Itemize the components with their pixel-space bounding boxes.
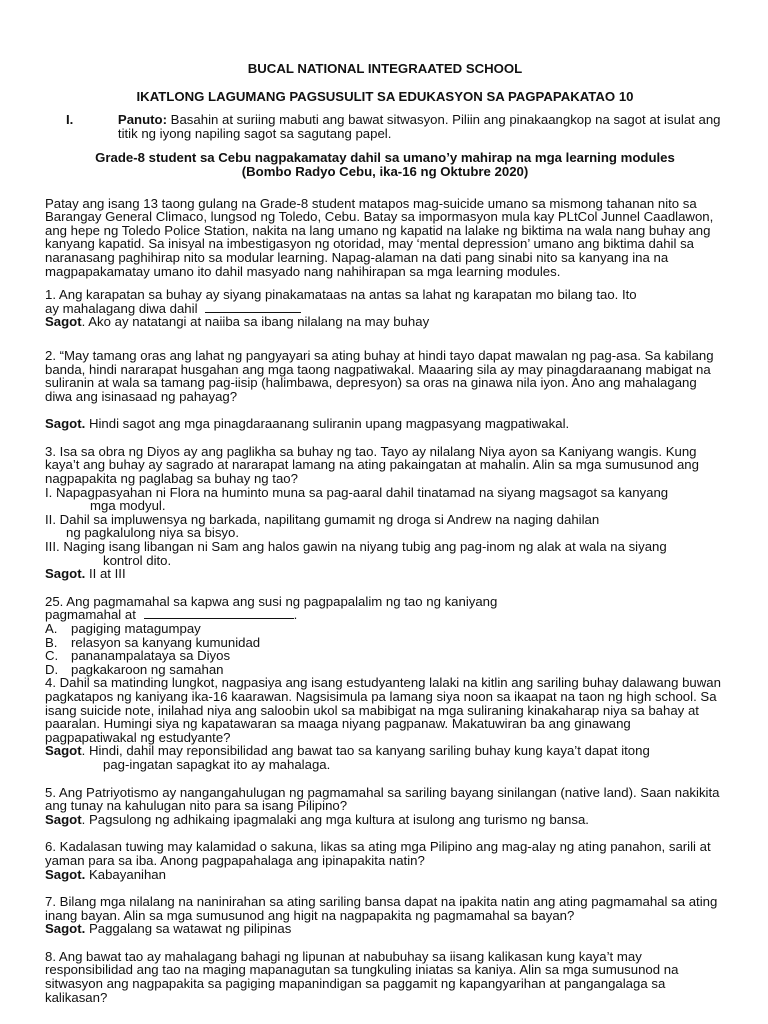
question-25 [45,595,725,677]
question-8 [45,950,725,1004]
option-a [45,622,725,636]
question-1-stem: ay mahalagang diwa dahil [45,300,198,316]
question-3-text: 3. Isa sa obra ng Diyos ay ang paglikha sa buhay ng tao. Tayo ay nilalang Niya ayon sa Kaniyang wangis. Kung kaya’t ang buhay ay sagrado at nararapat lamang na ating pakaingatan at mahalin. Alin sa mga sumusunod ang nagpapakita ng paglabag sa buhay ng tao? [45,443,699,487]
answer-label: Sagot. [45,866,86,882]
option-text: pananampalataya sa Diyos [71,648,231,664]
question-8-text: 8. Ang bawat tao ay mahalagang bahagi ng lipunan at nabubuhay sa iisang kalikasan kung kaya’t may responsibilidad ang tao na maging mapanagutan sa tungkuling iniatas sa kaniya. Alin sa mga sumusunod na sitwasyon ang nagpapakita sa pagiging mapanindigan sa paggamit ng kapangyarihan at pangangalaga sa kalikasan? [45,948,679,1005]
answer-text: . Hindi, dahil may reponsibilidad ang bawat tao sa kanyang sariling buhay kung kaya’t dapat itong [81,743,650,759]
question-1 [45,288,725,329]
answer-text: Paggalang sa watawat ng pilipinas [85,921,292,937]
exam-document [45,62,725,1004]
question-1-line-1: 1. Ang karapatan sa buhay ay siyang pinakamataas na antas sa lahat ng karapatan mo bilang tao. Ito [45,287,637,303]
option-text: pagkakaroon ng samahan [71,661,224,677]
question-5-answer [45,813,725,827]
answer-text: . Ako ay natatangi at naiiba sa ibang nilalang na may buhay [81,314,430,330]
instructions-text: Basahin at suriing mabuti ang bawat sitwasyon. Piliin ang pinakaangkop na sagot at isulat ang titik ng iyong napiling sagot sa sagutang papel. [117,112,721,141]
option-b [45,636,725,650]
question-2-answer [45,417,725,431]
question-3-item-iii: III. Naging isang libangan ni Sam ang halos gawin na niyang tubig ang pag-inom ng alak at wala na siyang [45,539,667,555]
answer-blank [144,608,294,619]
answer-label: Sagot [45,314,82,330]
option-d [45,663,725,677]
question-4-text: 4. Dahil sa matinding lungkot, nagpasiya ang isang estudyanteng lalaki na kitlin ang sariling buhay dalawang buwan pagkatapos ng kaniyang ika-16 kaarawan. Nagsisimula pa lamang siya noon sa ikaapat na taon ng high school. Sa isang suicide note, inilahad niya ang saloobin ukol sa mabibigat na mga suliraning kinakaharap niya sa bahay at paaralan. Humingi siya ng kapatawaran sa maaga niyang pagpanaw. Makatuwiran ba ang ginawang pagpapatiwakal ng estudyante? [45,675,721,745]
instructions-number: I. [66,112,74,128]
question-2 [45,349,725,403]
answer-blank [205,302,301,313]
answer-label: Sagot [45,811,82,827]
article-headline-source: (Bombo Radyo Cebu, ika-16 ng Oktubre 2020) [241,163,529,179]
question-25-line-2 [45,608,725,622]
option-letter: C. [45,648,59,664]
question-1-line-2 [45,302,725,316]
question-6-text: 6. Kadalasan tuwing may kalamidad o sakuna, likas sa ating mga Pilipino ang mag-alay ng ating panahon, sarili at yaman para sa iba. Anong pagpapahalaga ang ipinapakita natin? [45,839,711,868]
question-5 [45,786,725,827]
question-3-item-i-cont: mga modyul. [90,498,166,514]
question-7-text: 7. Bilang mga nilalang na naninirahan sa ating sariling bansa dapat na ipakita natin ang ating pagmamahal sa ating inang bayan. Alin sa mga sumusunod ang higit na nagpapakita ng pagmamahal sa bayan? [45,894,718,923]
question-4-answer-cont: pag-ingatan sapagkat ito ay mahalaga. [103,756,331,772]
question-3-item-iii-cont: kontrol dito. [103,552,172,568]
exam-title: IKATLONG LAGUMANG PAGSUSULIT SA EDUKASYON SA PAGPAPAKATAO 10 [136,88,634,104]
option-letter: A. [45,621,58,636]
article-headline [45,151,725,178]
question-25-stem: pagmamahal at [45,607,136,623]
question-3 [45,445,725,581]
question-25-line-1: 25. Ang pagmamahal sa kapwa ang susi ng pagpapalalim ng tao ng kaniyang [45,593,498,609]
question-4 [45,676,725,771]
question-5-text: 5. Ang Patriyotismo ay nangangahulugan ng pagmamahal sa sariling bayang sinilangan (native land). Saan nakikita ang tunay na kahulugan nito para sa isang Pilipino? [45,784,720,814]
answer-text: II at III [85,566,126,582]
question-25-period: . [293,607,298,623]
question-3-item-ii: II. Dahil sa impluwensya ng barkada, napilitang gumamit ng droga si Andrew na naging dahilan [45,511,600,527]
question-2-text: 2. “May tamang oras ang lahat ng pangyayari sa ating buhay at hindi tayo dapat mawalan ng pag-asa. Sa kabilang banda, hindi nararapat husgahan ang mga taong nagpatiwakal. Maaaring sila ay may pinagdaraanang mabigat na suliranin at wala sa tamang pag-iisip (halimbawa, depresyon) sa oras na ginawa nila iyon. Ano ang mahalagang diwa ang isinasaad ng pahayag? [45,347,714,404]
instructions-body [118,113,725,140]
question-7 [45,895,725,936]
question-4-answer [45,744,725,758]
school-name: BUCAL NATIONAL INTEGRAATED SCHOOL [247,61,523,76]
answer-text: Hindi sagot ang mga pinagdaraanang suliranin upang magpasyang magpatiwakal. [85,416,570,432]
instructions [45,113,725,140]
article-body: Patay ang isang 13 taong gulang na Grade-8 student matapos mag-suicide umano sa mismong tahanan nito sa Barangay General Climaco, lungsod ng Toledo, Cebu. Batay sa impormasyon mula kay PLtCol Junnel Caadlawon, ang hepe ng Toledo Police Station, nakita na lang umano ng kapatid na lalake ng biktima na wala nang buhay ang kanyang kapatid. Sa inisyal na imbestigasyon ng otoridad, may ‘mental depression’ umano ang biktima dahil sa naranasang paghihirap nito sa modular learning. Napag-alaman na dati pang sinabi nito sa kanyang ina na magpapakamatay umano ito dahil masyado nang nahihirapan sa mga learning modules. [45,195,714,279]
question-6-answer [45,868,725,882]
question-7-answer [45,922,725,936]
answer-text: . Pagsulong ng adhikaing ipagmalaki ang mga kultura at isulong ang turismo ng bansa. [81,811,589,827]
option-text: relasyon sa kanyang kumunidad [71,634,261,650]
answer-label: Sagot [45,743,82,759]
instructions-label: Panuto: [117,112,167,128]
option-letter: B. [45,634,58,650]
answer-text: Kabayanihan [85,866,166,882]
question-3-item-i: I. Napagpasyahan ni Flora na huminto muna sa pag-aaral dahil tinatamad na siyang magsagot sa kanyang [45,484,669,500]
option-text: pagiging matagumpay [71,621,201,636]
question-3-answer [45,567,725,581]
question-1-answer [45,315,725,329]
answer-label: Sagot. [45,921,86,937]
option-letter: D. [45,661,59,677]
article-headline-title: Grade-8 student sa Cebu nagpakamatay dahil sa umano’y mahirap na mga learning modules [95,150,675,166]
answer-label: Sagot. [45,566,86,582]
question-6 [45,840,725,881]
answer-label: Sagot. [45,416,86,432]
option-c [45,649,725,663]
question-3-item-ii-cont: ng pagkalulong niya sa bisyo. [66,525,240,541]
